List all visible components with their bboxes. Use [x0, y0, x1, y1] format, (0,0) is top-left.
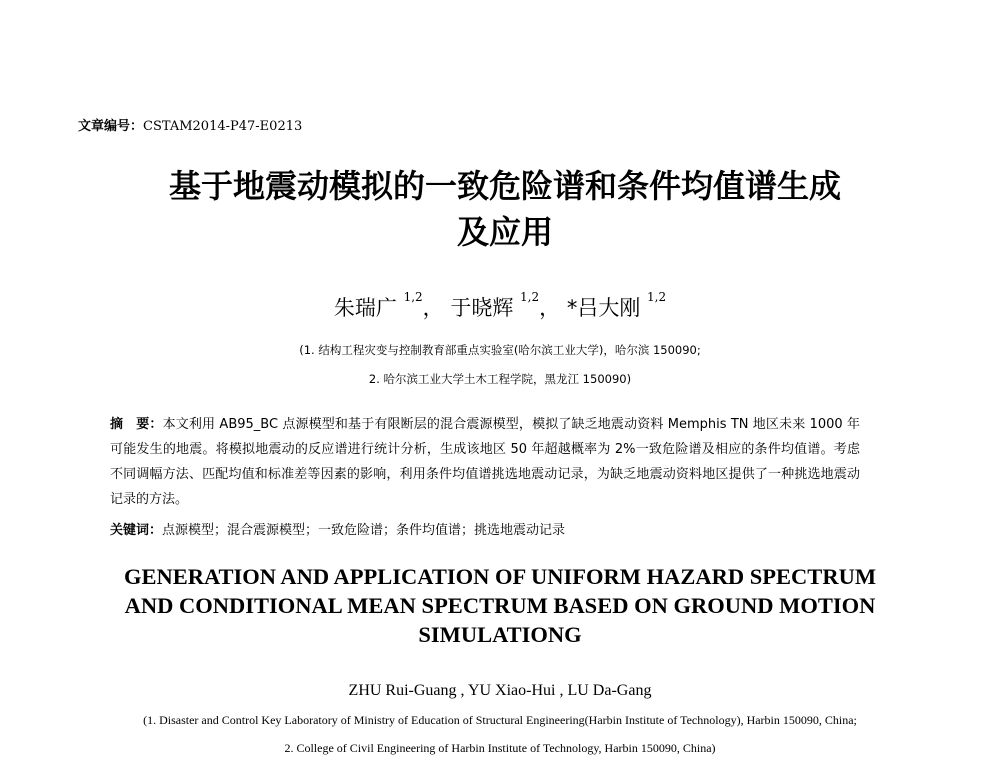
english-title [70, 562, 930, 649]
author-cn-affiliation-mark: 1,2 [403, 290, 423, 304]
english-title-line-1: GENERATION AND APPLICATION OF UNIFORM HAZARD SPECTRUM [123, 564, 877, 589]
abstract [110, 412, 860, 512]
article-id-value: CSTAM2014-P47-E0213 [143, 119, 303, 134]
chinese-affiliation-2: 2. 哈尔滨工业大学土木工程学院，黑龙江 150090) [368, 372, 632, 386]
keywords-text: 点源模型；混合震源模型；一致危险谱；条件均值谱；挑选地震动记录 [162, 523, 566, 538]
chinese-affiliation-1: (1. 结构工程灾变与控制教育部重点实验室(哈尔滨工业大学)，哈尔滨 150090; [299, 343, 701, 357]
english-affiliation-1: (1. Disaster and Control Key Laboratory of Ministry of Education of Structural Engineering(Harbin Institute of Technology), Harbin 150090, China; [143, 713, 857, 727]
article-id-label: 文章编号： [78, 119, 144, 134]
chinese-title-line-1: 基于地震动模拟的一致危险谱和条件均值谱生成 [168, 167, 841, 205]
chinese-title [80, 163, 930, 255]
author-cn-name: *吕大刚 [566, 296, 641, 320]
author-cn-name: 于晓辉 [450, 296, 514, 320]
chinese-authors [0, 292, 1000, 322]
english-affiliation-2: 2. College of Civil Engineering of Harbin Institute of Technology, Harbin 150090, China) [284, 741, 716, 755]
english-title-line-3: SIMULATIONG [418, 622, 582, 647]
article-id [78, 115, 302, 134]
author-cn-separator: ， [539, 296, 561, 320]
abstract-text: 本文利用 AB95_BC 点源模型和基于有限断层的混合震源模型，模拟了缺乏地震动资料 Memphis TN 地区未来 1000 年可能发生的地震。将模拟地震动的反应谱进行统计分析，生成该地区 50 年超越概率为 2%一致危险谱及相应的条件均值谱。考虑不同调幅方法、匹配均值和标准差等因素的影响，利用条件均值谱挑选地震动记录，为缺乏地震动资料地区提供了一种挑选地震动记录的方法。 [110, 417, 860, 507]
author-cn-name: 朱瑞广 [333, 296, 397, 320]
english-authors: ZHU Rui-Guang , YU Xiao-Hui , LU Da-Gang [348, 682, 652, 699]
english-title-line-2: AND CONDITIONAL MEAN SPECTRUM BASED ON GROUND MOTION [124, 593, 876, 618]
author-cn-affiliation-mark: 1,2 [647, 290, 667, 304]
keywords-label: 关键词： [110, 523, 163, 538]
author-cn-separator: ， [422, 296, 444, 320]
author-cn-affiliation-mark: 1,2 [520, 290, 540, 304]
abstract-label: 摘 要： [110, 417, 163, 432]
keywords [110, 518, 860, 543]
chinese-title-line-2: 及应用 [456, 213, 553, 251]
